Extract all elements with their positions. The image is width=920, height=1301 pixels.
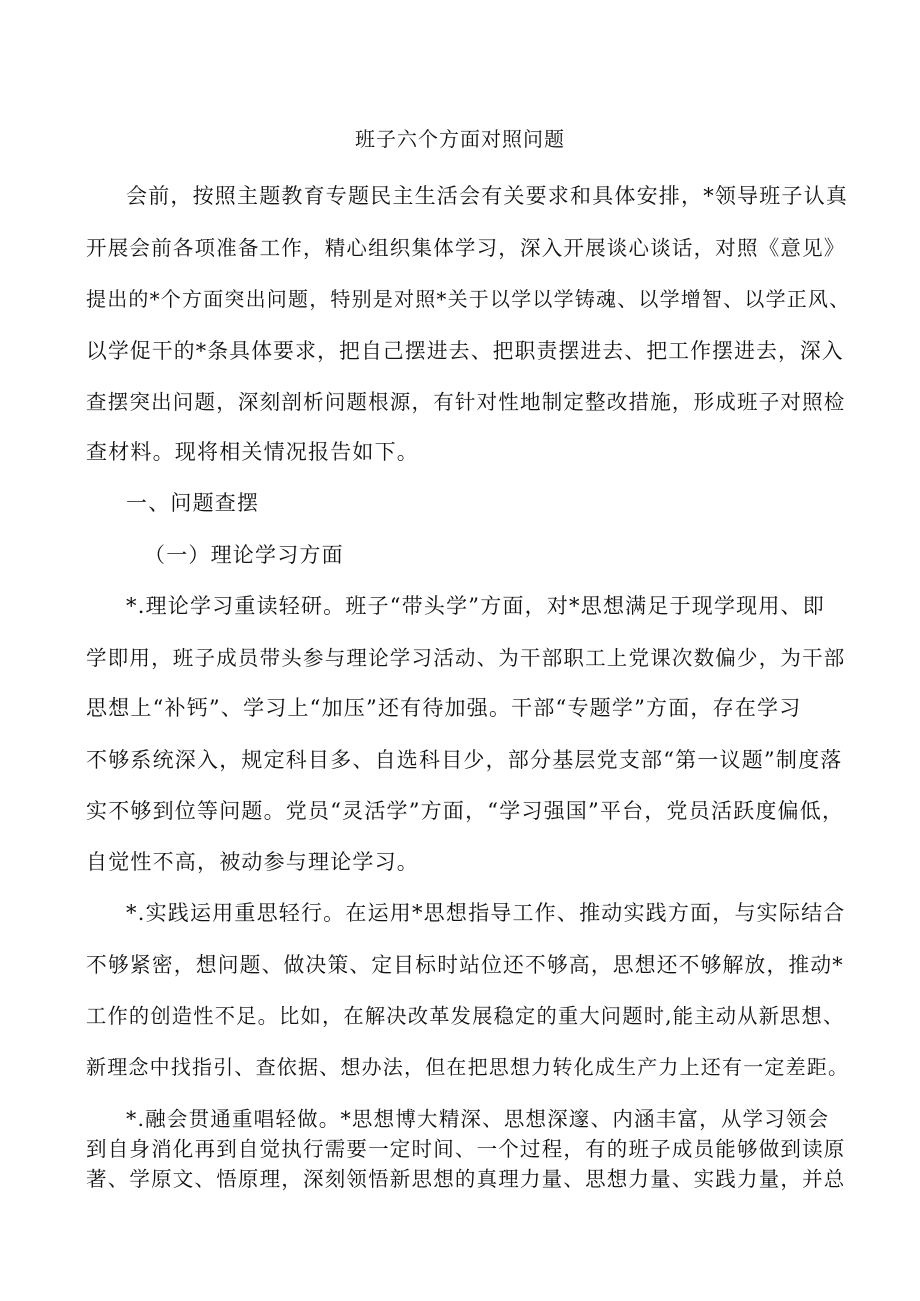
document-title: 班子六个方面对照问题 bbox=[355, 127, 565, 151]
intro-line-1: 会前，按照主题教育专题民主生活会有关要求和具体安排，*领导班子认真 bbox=[126, 184, 849, 208]
para2-line-4: 新理念中找指引、查依据、想办法，但在把思想力转化成生产力上还有一定差距。 bbox=[86, 1055, 850, 1079]
para1-line-1: *.理论学习重读轻研。班子“带头学”方面，对*思想满足于现学现用、即 bbox=[126, 594, 825, 618]
para1-line-4: 不够系统深入，规定科目多、自选科目少，部分基层党支部“第一议题”制度落 bbox=[86, 748, 843, 772]
subsection-heading: （一）理论学习方面 bbox=[144, 543, 344, 567]
intro-line-4: 以学促干的*条具体要求，把自己摆进去、把职责摆进去、把工作摆进去，深入 bbox=[86, 339, 844, 363]
para1-line-3: 思想上“补钙”、学习上“加压”还有待加强。干部“专题学”方面，存在学习 bbox=[86, 696, 802, 720]
para2-line-1: *.实践运用重思轻行。在运用*思想指导工作、推动实践方面，与实际结合 bbox=[126, 901, 846, 925]
para3-line-1: *.融会贯通重唱轻做。*思想博大精深、思想深邃、内涵丰富，从学习领会 bbox=[126, 1107, 830, 1131]
para1-line-2: 学即用，班子成员带头参与理论学习活动、为干部职工上党课次数偏少，为干部 bbox=[86, 646, 846, 670]
para1-line-5: 实不够到位等问题。党员“灵活学”方面，“学习强国”平台，党员活跃度偏低， bbox=[86, 799, 845, 823]
intro-line-6: 查材料。现将相关情况报告如下。 bbox=[86, 440, 419, 464]
para2-line-3: 工作的创造性不足。比如，在解决改革发展稳定的重大问题时,能主动从新思想、 bbox=[86, 1004, 845, 1028]
para1-line-6: 自觉性不高，被动参与理论学习。 bbox=[86, 850, 419, 874]
para3-line-3: 著、学原文、悟原理，深刻领悟新思想的真理力量、思想力量、实践力量，并总 bbox=[86, 1167, 846, 1191]
para3-line-2: 到自身消化再到自觉执行需要一定时间、一个过程，有的班子成员能够做到读原 bbox=[86, 1137, 846, 1161]
para2-line-2: 不够紧密，想问题、做决策、定目标时站位还不够高，思想还不够解放，推动* bbox=[86, 953, 844, 977]
section-heading: 一、问题查摆 bbox=[126, 491, 260, 515]
intro-line-3: 提出的*个方面突出问题，特别是对照*关于以学以学铸魂、以学增智、以学正风、 bbox=[86, 287, 850, 311]
intro-line-5: 查摆突出问题，深刻剖析问题根源，有针对性地制定整改措施，形成班子对照检 bbox=[86, 390, 846, 414]
intro-line-2: 开展会前各项准备工作，精心组织集体学习，深入开展谈心谈话，对照《意见》 bbox=[86, 236, 846, 260]
